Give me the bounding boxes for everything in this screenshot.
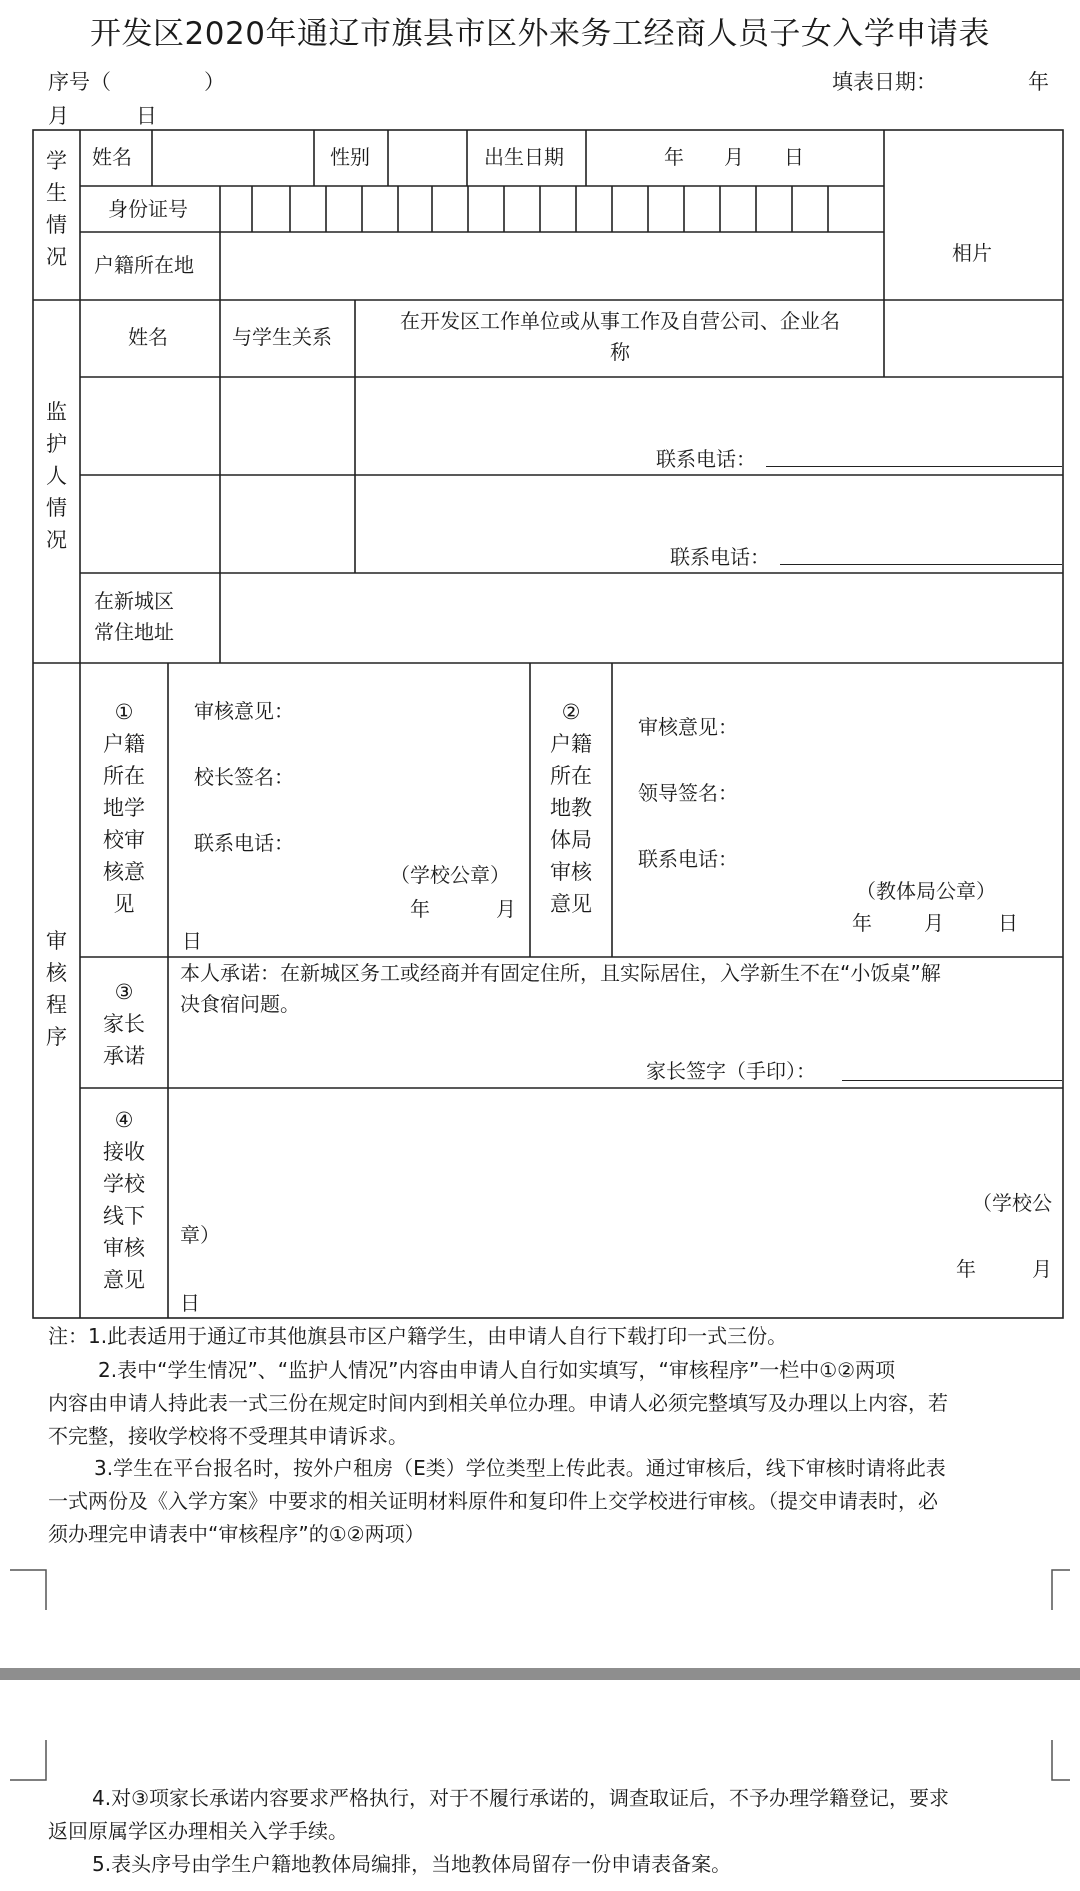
address-label: 在新城区 常住地址: [94, 589, 174, 644]
step3-label: ③ 家长 承诺: [103, 980, 145, 1068]
guardian-relation-label: 与学生关系: [232, 325, 332, 349]
form-title: 开发区2020年通辽市旗县市区外来务工经商人员子女入学申请表: [90, 16, 990, 52]
parent-promise-text: 本人承诺：在新城区务工或经商并有固定住所，且实际居住，入学新生不在“小饭桌”解 决食宿问题。: [180, 961, 941, 1016]
page-break-marks: [0, 1560, 1080, 1800]
step1-sign-label[interactable]: 校长签名：: [194, 765, 294, 789]
step2-label: ② 户籍 所在 地教 体局 审核 意见: [550, 700, 592, 916]
step2-opinion-label[interactable]: 审核意见：: [638, 715, 738, 739]
fill-date-year: 年: [1028, 70, 1049, 94]
birth-month[interactable]: 月: [724, 145, 744, 169]
note-2: 2.表中“学生情况”、“监护人情况”内容由申请人自行如实填写，“审核程序”一栏中①②两项 内容由申请人持此表一式三份在规定时间内到相关单位办理。申请人必须完整填写及办理以上内容，若 不完整，接收学校将不受理其申请诉求。: [48, 1358, 948, 1448]
parent-sign-field[interactable]: [842, 1080, 1062, 1081]
id-number-label: 身份证号: [108, 197, 188, 221]
note-5: 5.表头序号由学生户籍地教体局编排，当地教体局留存一份申请表备案。: [92, 1852, 732, 1876]
step2-phone-label[interactable]: 联系电话：: [638, 847, 738, 871]
step2-seal-label: （教体局公章）: [856, 879, 996, 903]
step1-day: 日: [182, 929, 202, 953]
note-4: 4.对③项家长承诺内容要求严格执行，对于不履行承诺的，调查取证后，不予办理学籍登记，要求 返回原属学区办理相关入学手续。: [48, 1786, 950, 1843]
student-gender-field[interactable]: [388, 135, 467, 183]
step1-seal-label: （学校公章）: [390, 863, 510, 887]
fill-date-label: 填表日期：: [832, 70, 937, 94]
note-3: 3.学生在平台报名时，按外户租房（E类）学位类型上传此表。通过审核后，线下审核时请将此表 一式两份及《入学方案》中要求的相关证明材料原件和复印件上交学校进行审核。（提交申请表时，必 须办理完申请表中“审核程序”的①②两项）: [48, 1456, 946, 1546]
step2-year: 年: [852, 911, 872, 935]
address-field[interactable]: [220, 578, 1062, 660]
guardian1-phone-field[interactable]: [766, 466, 1062, 467]
student-name-label: 姓名: [92, 145, 132, 169]
step2-day: 日: [998, 911, 1018, 935]
guardian-section-label: 监 护 人 情 况: [46, 400, 67, 552]
guardian2-phone-label: 联系电话：: [670, 545, 770, 569]
student-name-field[interactable]: [152, 135, 314, 183]
student-gender-label: 性别: [330, 145, 370, 169]
id-number-boxes[interactable]: [220, 188, 884, 230]
guardian-employer-label: 在开发区工作单位或从事工作及自营公司、企业名 称: [400, 309, 840, 364]
step1-year: 年: [410, 897, 430, 921]
step1-phone-label[interactable]: 联系电话：: [194, 831, 294, 855]
guardian1-phone-label: 联系电话：: [656, 447, 756, 471]
birth-year[interactable]: 年: [664, 145, 684, 169]
serial-label: 序号（: [48, 70, 111, 94]
guardian-name-label: 姓名: [128, 325, 168, 349]
step4-label: ④ 接收 学校 线下 审核 意见: [103, 1108, 145, 1292]
step4-seal-a: （学校公: [972, 1191, 1052, 1215]
household-label: 户籍所在地: [94, 253, 194, 277]
step1-opinion-label[interactable]: 审核意见：: [194, 699, 294, 723]
household-field[interactable]: [220, 236, 884, 298]
birth-day[interactable]: 日: [784, 145, 804, 169]
parent-sign-label: 家长签字（手印）：: [646, 1059, 816, 1083]
guardian2-phone-field[interactable]: [780, 564, 1062, 565]
step2-sign-label[interactable]: 领导签名：: [638, 781, 738, 805]
step4-month: 月: [1032, 1257, 1052, 1281]
photo-box-label[interactable]: 相片: [952, 241, 992, 265]
fill-date-month: 月: [48, 104, 69, 128]
fill-date-day: 日: [136, 104, 157, 128]
step4-seal-b: 章）: [180, 1223, 220, 1247]
step2-month: 月: [924, 911, 944, 935]
step4-opinion-field[interactable]: [172, 1094, 1062, 1234]
step4-day: 日: [180, 1291, 200, 1315]
review-section-label: 审 核 程 序: [46, 929, 67, 1049]
step1-label: ① 户籍 所在 地学 校审 核意 见: [103, 700, 145, 916]
step1-month: 月: [496, 897, 516, 921]
note-1: 注：1.此表适用于通辽市其他旗县市区户籍学生，由申请人自行下载打印一式三份。: [48, 1324, 788, 1348]
student-section-label: 学 生 情 况: [46, 149, 67, 269]
serial-close: ）: [204, 70, 225, 94]
step4-year: 年: [956, 1257, 976, 1281]
birth-date-label: 出生日期: [484, 145, 564, 169]
